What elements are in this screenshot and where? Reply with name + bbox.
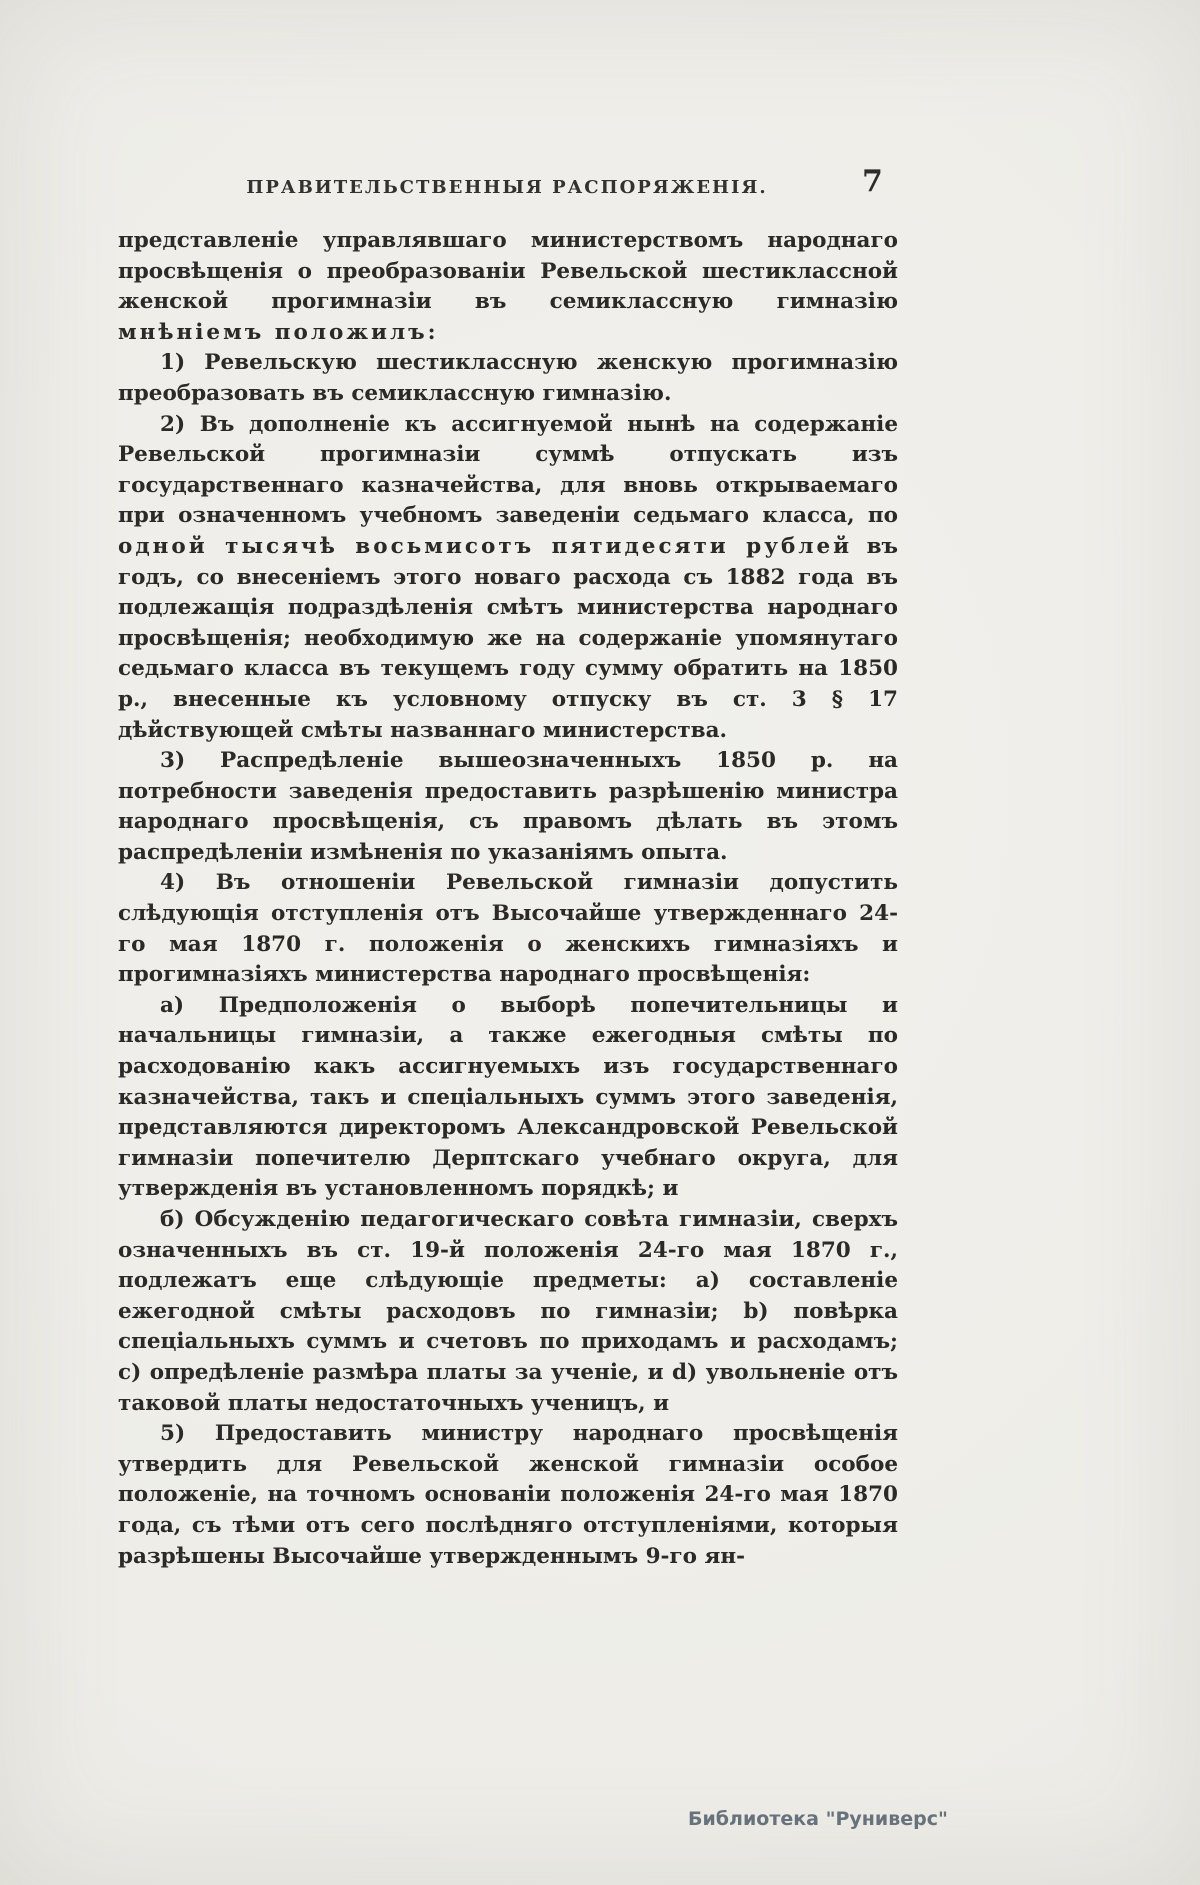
library-watermark: Библиотека "Руниверс" [688, 1808, 948, 1830]
emphasized-text: одной тысячѣ восьмисотъ пятидесяти рублей [118, 533, 853, 559]
text-segment: а) Предположенія о выборѣ попечительницы и начальницы гимназіи, а также ежегодныя смѣты по расходованію какъ ассигнуемыхъ изъ государственнаго казначейства, такъ и спеціальныхъ суммъ этого заведенія, представляются директоромъ Александровской Ревельской гимназіи попечителю Дерптскаго учебнаго округа, для утвержденія въ установленномъ порядкѣ; и [118, 992, 898, 1202]
paragraph [118, 868, 898, 990]
text-segment: 4) Въ отношеніи Ревельской гимназіи допустить слѣдующія отступленія отъ Высочайше утвержденнаго 24-го мая 1870 г. положенія о женскихъ гимназіяхъ и прогимназіяхъ министерства народнаго просвѣщенія: [118, 870, 898, 988]
paragraph [118, 226, 898, 348]
paragraph [118, 746, 898, 868]
emphasized-text: мнѣніемъ положилъ: [118, 319, 439, 345]
paragraph [118, 1205, 898, 1419]
paragraph [118, 348, 898, 409]
body-text [118, 226, 898, 1572]
text-segment: 3) Распредѣленіе вышеозначенныхъ 1850 р. на потребности заведенія предоставить разрѣшенію министра народнаго просвѣщенія, съ правомъ дѣлать въ этомъ распредѣленіи измѣненія по указаніямъ опыта. [118, 748, 898, 865]
text-segment: 2) Въ дополненіе къ ассигнуемой нынѣ на содержаніе Ревельской прогимназіи суммѣ отпускать изъ государственнаго казначейства, для вновь открываемаго при означенномъ учебномъ заведеніи седьмаго класса, по [118, 411, 898, 529]
paragraph [118, 410, 898, 747]
text-segment: въ годъ, со внесеніемъ этого новаго расхода съ 1882 года въ подлежащія подраздѣленія смѣтъ министерства народнаго просвѣщенія; необходимую же на содержаніе упомянутаго седьмаго класса въ текущемъ году сумму обратить на 1850 р., внесенные къ условному отпуску въ ст. 3 § 17 дѣйствующей смѣты названнаго министерства. [118, 533, 898, 743]
running-title: ПРАВИТЕЛЬСТВЕННЫЯ РАСПОРЯЖЕНІЯ. [246, 177, 768, 198]
page-number: 7 [862, 164, 883, 199]
text-segment: 5) Предоставить министру народнаго просвѣщенія утвердить для Ревельской женской гимназіи особое положеніе, на точномъ основаніи положенія 24-го мая 1870 года, съ тѣми отъ сего послѣдняго отступленіями, которыя разрѣшены Высочайше утвержденнымъ 9-го ян- [118, 1421, 898, 1569]
text-segment: представленіе управлявшаго министерствомъ народнаго просвѣщенія о преобразованіи Ревельской шестиклассной женской прогимназіи въ семиклассную гимназію [118, 228, 898, 315]
paragraph [118, 1419, 898, 1572]
text-segment: б) Обсужденію педагогическаго совѣта гимназіи, сверхъ означенныхъ въ ст. 19-й положенія 24-го мая 1870 г., подлежатъ еще слѣдующіе предметы: а) составленіе ежегодной смѣты расходовъ по гимназіи; b) повѣрка спеціальныхъ суммъ и счетовъ по приходамъ и расходамъ; c) опредѣленіе размѣра платы за ученіе, и d) увольненіе отъ таковой платы недостаточныхъ ученицъ, и [118, 1207, 898, 1416]
paragraph [118, 991, 898, 1205]
text-segment: 1) Ревельскую шестиклассную женскую прогимназію преобразовать въ семиклассную гимназію. [118, 350, 898, 406]
